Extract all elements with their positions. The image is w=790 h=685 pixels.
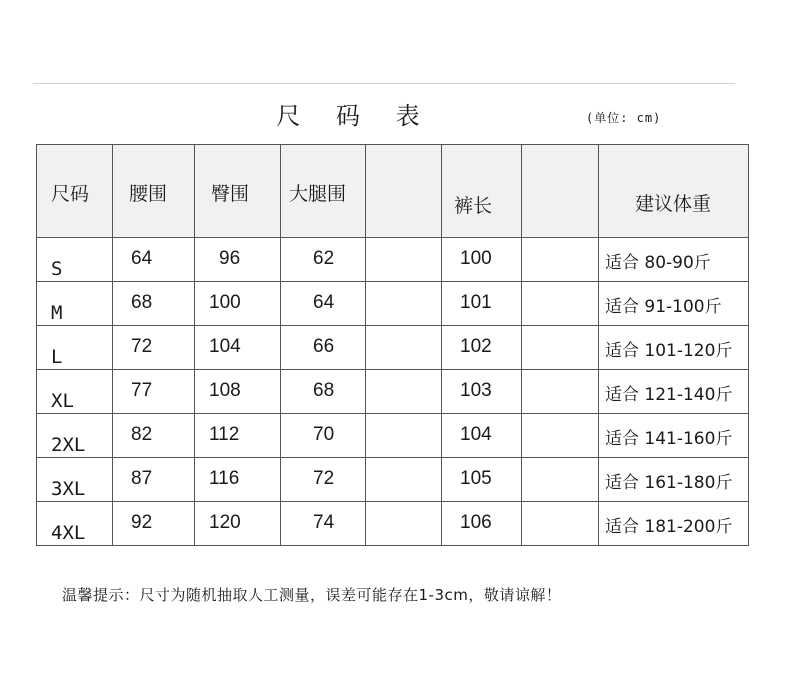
cell-size: 4XL — [37, 502, 113, 546]
cell-size: L — [37, 326, 113, 370]
table-header-row — [37, 145, 749, 238]
cell-empty-1 — [366, 502, 442, 546]
cell-thigh: 70 — [281, 414, 366, 458]
header-hip: 臀围 — [195, 145, 281, 238]
cell-length: 102 — [442, 326, 522, 370]
cell-empty-1 — [366, 238, 442, 282]
cell-size: 3XL — [37, 458, 113, 502]
cell-weight: 适合 91-100斤 — [599, 282, 749, 326]
cell-thigh: 72 — [281, 458, 366, 502]
header-thigh: 大腿围 — [281, 145, 366, 238]
table-row — [37, 370, 749, 414]
cell-hip: 100 — [195, 282, 281, 326]
cell-empty-2 — [522, 326, 599, 370]
cell-weight: 适合 80-90斤 — [599, 238, 749, 282]
cell-hip: 116 — [195, 458, 281, 502]
table-row — [37, 282, 749, 326]
cell-hip: 96 — [195, 238, 281, 282]
header-size: 尺码 — [37, 145, 113, 238]
cell-thigh: 68 — [281, 370, 366, 414]
cell-empty-1 — [366, 458, 442, 502]
cell-hip: 120 — [195, 502, 281, 546]
cell-length: 100 — [442, 238, 522, 282]
cell-hip: 104 — [195, 326, 281, 370]
cell-empty-2 — [522, 414, 599, 458]
cell-empty-2 — [522, 282, 599, 326]
cell-length: 101 — [442, 282, 522, 326]
cell-empty-1 — [366, 370, 442, 414]
cell-waist: 64 — [113, 238, 195, 282]
cell-weight: 适合 161-180斤 — [599, 458, 749, 502]
cell-length: 103 — [442, 370, 522, 414]
cell-waist: 77 — [113, 370, 195, 414]
cell-length: 105 — [442, 458, 522, 502]
cell-waist: 72 — [113, 326, 195, 370]
top-divider — [33, 83, 735, 84]
page-title: 尺 码 表 — [276, 102, 434, 130]
cell-empty-1 — [366, 282, 442, 326]
cell-length: 104 — [442, 414, 522, 458]
measurement-tip: 温馨提示：尺寸为随机抽取人工测量，误差可能存在1-3cm，敬请谅解！ — [62, 586, 562, 604]
header-empty-2 — [522, 145, 599, 238]
cell-waist: 92 — [113, 502, 195, 546]
cell-empty-2 — [522, 458, 599, 502]
table-row — [37, 238, 749, 282]
cell-size: 2XL — [37, 414, 113, 458]
cell-weight: 适合 101-120斤 — [599, 326, 749, 370]
cell-weight: 适合 121-140斤 — [599, 370, 749, 414]
unit-note: (单位: cm) — [586, 111, 662, 125]
cell-size: XL — [37, 370, 113, 414]
cell-waist: 68 — [113, 282, 195, 326]
cell-thigh: 62 — [281, 238, 366, 282]
cell-size: S — [37, 238, 113, 282]
table-row — [37, 502, 749, 546]
cell-empty-2 — [522, 502, 599, 546]
table-row — [37, 326, 749, 370]
header-weight: 建议体重 — [599, 145, 749, 238]
cell-length: 106 — [442, 502, 522, 546]
cell-thigh: 66 — [281, 326, 366, 370]
cell-empty-2 — [522, 238, 599, 282]
cell-hip: 112 — [195, 414, 281, 458]
cell-size: M — [37, 282, 113, 326]
cell-weight: 适合 141-160斤 — [599, 414, 749, 458]
cell-empty-1 — [366, 414, 442, 458]
cell-thigh: 64 — [281, 282, 366, 326]
table-row — [37, 458, 749, 502]
cell-waist: 82 — [113, 414, 195, 458]
header-empty-1 — [366, 145, 442, 238]
cell-empty-1 — [366, 326, 442, 370]
table-row — [37, 414, 749, 458]
cell-hip: 108 — [195, 370, 281, 414]
cell-waist: 87 — [113, 458, 195, 502]
cell-thigh: 74 — [281, 502, 366, 546]
size-table — [36, 144, 749, 546]
cell-weight: 适合 181-200斤 — [599, 502, 749, 546]
header-waist: 腰围 — [113, 145, 195, 238]
cell-empty-2 — [522, 370, 599, 414]
header-length: 裤长 — [442, 145, 522, 238]
